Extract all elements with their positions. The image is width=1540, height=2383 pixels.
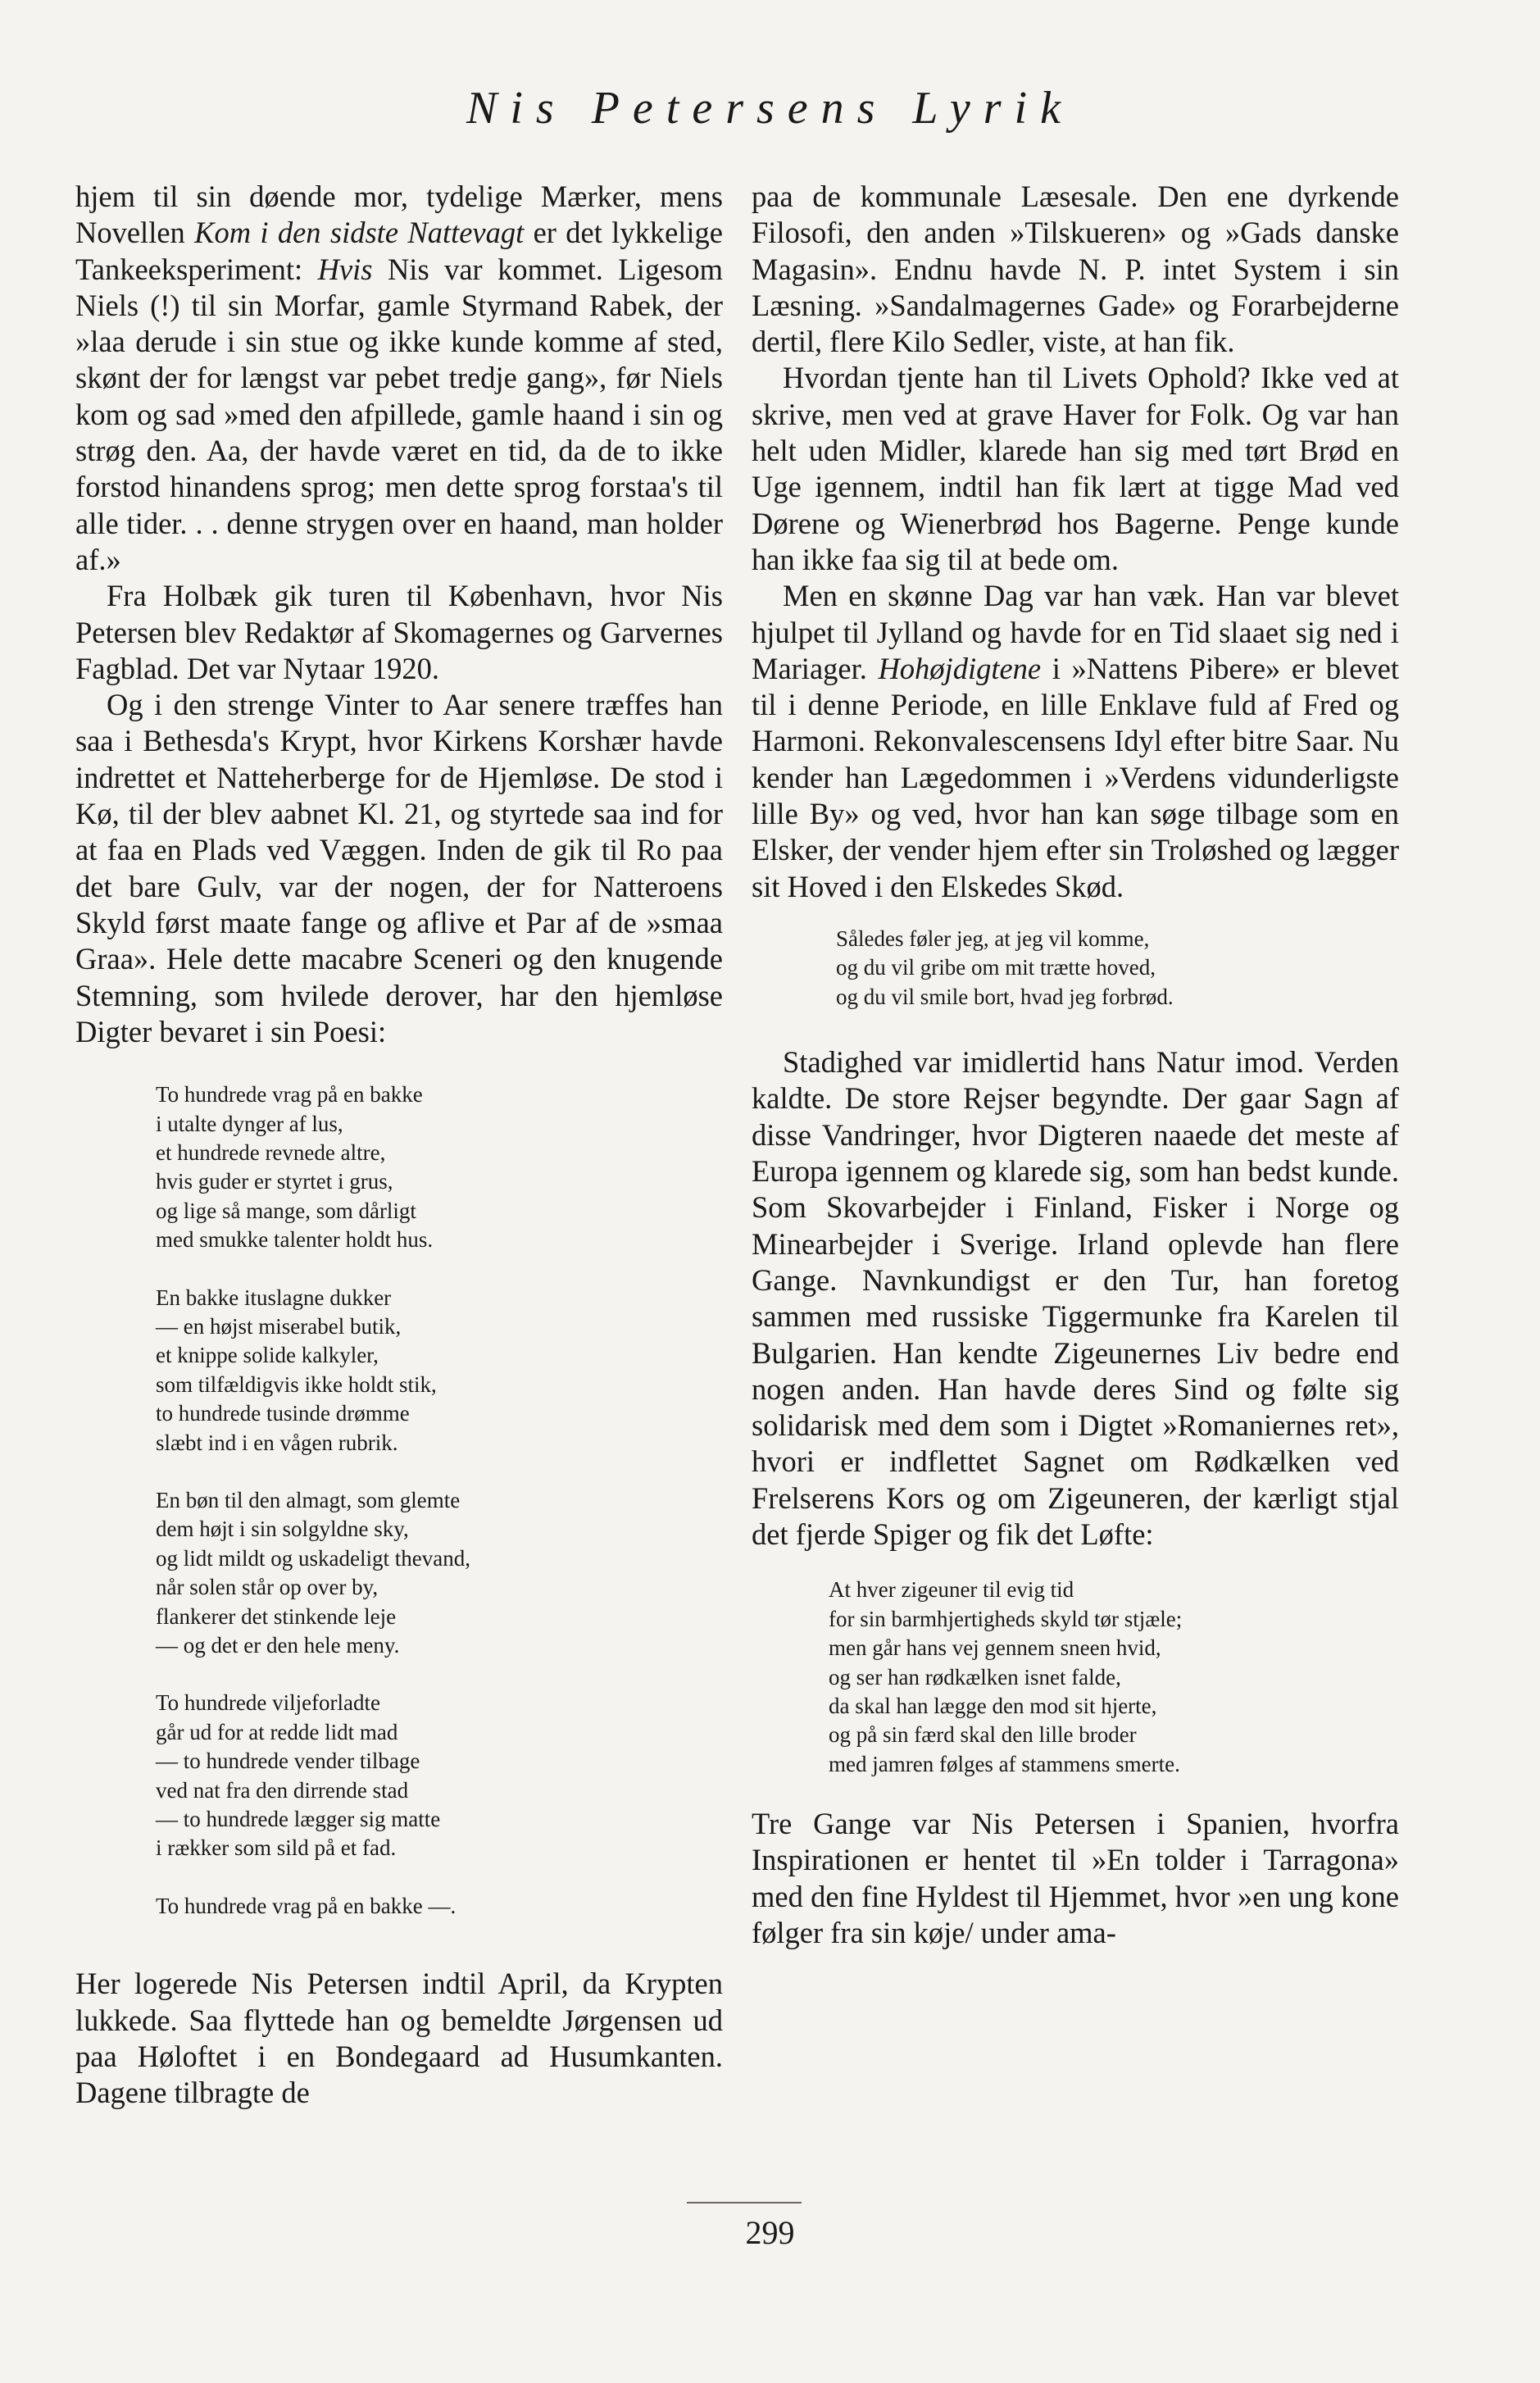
poem-line: to hundrede tusinde drømme [156,1401,410,1426]
poem-line: og du vil gribe om mit trætte hoved, [836,955,1156,980]
paragraph: Fra Holbæk gik turen til København, hvor Nis Petersen blev Redaktør af Skomagernes og Garvernes Fagblad. Det var Nytaar 1920. [75,579,723,685]
text-run: hjem til sin døende mor, tydelige Mærker, mens Novellen [75,180,723,250]
footer-rule [687,2202,802,2203]
poem-line: og ser han rødkælken isnet falde, [829,1664,1121,1689]
poem-line: og du vil smile bort, hvad jeg forbrød. [836,984,1174,1009]
text-run: i »Nattens Pibere» er blevet til i denne Periode, en lille Enklave fuld af Fred og Harmoni. Rekonvalescensens Idyl efter bitre Saar. Nu kender han Lægedommen i »Verdens vidunderligste lille By» og ved, hvor han kan søge tilbage som en Elsker, der vender hjem efter sin Troløshed og lægger sit Hoved i den Elskedes Skød. [752,651,1399,903]
italic-word: Hvis [317,252,373,286]
paragraph: Og i den strenge Vinter to Aar senere træffes han saa i Bethesda's Krypt, hvor Kirkens Korshær havde indrettet et Natteherberge for de Hjemløse. De stod i Kø, til der blev aabnet Kl. 21, og styrtede saa ind for at faa en Plads ved Væggen. Inden de gik til Ro paa det bare Gulv, var der nogen, der for Natteroens Skyld først maate fange og aflive et Par af de »smaa Graa». Hele dette macabre Sceneri og den knugende Stemning, som hvilede derover, har den hjemløse Digter bevaret i sin Poesi: [75,688,723,1048]
poem-quote-romanies [829,1576,1399,1779]
poem-line: et hundrede revnede altre, [156,1139,386,1165]
poem-line: og lige så mange, som dårligt [156,1198,416,1223]
poem-line: — og det er den hele meny. [156,1633,400,1658]
paragraph: Stadighed var imidlertid hans Natur imod. Verden kaldte. De store Rejser begyndte. Der gaar Sagn af disse Vandringer, hvor Digteren naaede det meste af Europa igennem og klarede sig, som han bedst kunde. Som Skovarbejder i Finland, Fisker i Norge og Minearbejder i Sverige. Irland oplevde han flere Gange. Navnkundigst er den Tur, han foretog sammen med russiske Tiggermunke fra Karelen til Bulgarien. Han kendte Zigeunernes Liv bedre end nogen anden. Han havde deres Sind og følte sig solidarisk med dem som i Digtet »Romaniernes ret», hvori er indflettet Sagnet om Rødkælken ved Frelserens Kors og om Zigeuneren, der kærligt stjal det fjerde Spiger og fik det Løfte: [752,1045,1399,1552]
poem-line: når solen står op over by, [156,1575,379,1600]
poem-line: som tilfældigvis ikke holdt stik, [156,1371,437,1397]
poem-line: To hundrede vrag på en bakke [156,1082,423,1107]
page-number: 299 [745,2214,795,2251]
poem-stanza [156,1284,723,1458]
right-column [752,179,1399,1951]
poem-line: To hundrede viljeforladte [156,1690,381,1716]
poem-line: med smukke talenter holdt hus. [156,1227,434,1253]
poem-line: og lidt mildt og uskadeligt thevand, [156,1545,470,1571]
poem-line: — to hundrede vender tilbage [156,1749,420,1774]
text-run: er det lykkelige Tankeeksperiment: [75,216,723,286]
running-title: Nis Petersens Lyrik [466,83,1074,134]
text-run: Men en skønne Dag var han væk. Han var blevet hjulpet til Jylland og havde for en Tid slaaet sig ned i Mariager. [752,579,1399,685]
poem-line: for sin barmhjertigheds skyld tør stjæle; [829,1606,1183,1631]
paragraph: Her logerede Nis Petersen indtil April, da Krypten lukkede. Saa flyttede han og bemeldte Jørgensen ud paa Høloftet i en Bondegaard ad Husumkanten. Dagene tilbragte de [75,1967,723,2110]
poem-line: ved nat fra den dirrende stad [156,1777,409,1803]
paragraph: paa de kommunale Læsesale. Den ene dyrkende Filosofi, den anden »Tilskueren» og »Gads danske Magasin». Endnu havde N. P. intet System i sin Læsning. »Sandalmagernes Gade» og Forarbejderne dertil, flere Kilo Sedler, viste, at han fik. [752,180,1399,359]
poem-line: et knippe solide kalkyler, [156,1343,379,1368]
poem-stanza [156,1080,723,1254]
poem-line: men går hans vej gennem sneen hvid, [829,1635,1161,1661]
poem-line: Således føler jeg, at jeg vil komme, [836,925,1150,951]
poem-line: og på sin færd skal den lille broder [829,1722,1137,1748]
text-run: Nis var kommet. Ligesom Niels (!) til sin Morfar, gamle Styrmand Rabek, der »laa derude i sin stue og ikke kunde komme af sted, skønt der for længst var pebet tredje gang», før Niels kom og sad »med den afpillede, gamle haand i sin og strøg den. Aa, der havde været en tid, da de to ikke forstod hinandens sprog; men dette sprog forstaa's til alle tider. . . denne strygen over en haand, man holder af.» [75,252,724,576]
poem-line: — to hundrede lægger sig matte [156,1807,441,1832]
poem-stanza [829,1576,1399,1779]
paragraph [752,578,1399,905]
italic-title: Hohøjdigtene [878,651,1042,685]
poem-line: går ud for at redde lidt mad [156,1719,398,1744]
poem-stanza [156,1486,723,1660]
poem-line: To hundrede vrag på en bakke —. [156,1893,457,1918]
poem-stanza [156,1892,723,1921]
poem-line: En bøn til den almagt, som glemte [156,1488,461,1512]
left-column [75,179,723,2111]
poem-line: flankerer det stinkende leje [156,1603,397,1629]
italic-title: Kom i den sidste Nattevagt [194,216,525,250]
poem-krypten [156,1080,723,1921]
poem-line: — en højst miserabel butik, [156,1313,402,1339]
poem-line: i utalte dynger af lus, [156,1111,343,1136]
poem-line: med jamren følges af stammens smerte. [829,1751,1180,1776]
poem-quote-homecoming [836,925,1399,1012]
poem-line: hvis guder er styrtet i grus, [156,1169,393,1194]
poem-line: En bakke ituslagne dukker [156,1285,392,1310]
poem-stanza [156,1689,723,1862]
poem-stanza [836,925,1399,1012]
paragraph [75,179,723,578]
poem-line: dem højt i sin solgyldne sky, [156,1517,409,1542]
poem-line: slæbt ind i en vågen rubrik. [156,1430,398,1455]
poem-line: da skal han lægge den mod sit hjerte, [829,1693,1157,1718]
paragraph: Hvordan tjente han til Livets Ophold? Ikke ved at skrive, men ved at grave Haver for Folk. Og var han helt uden Midler, klarede han sig med tørt Brød en Uge igennem, indtil han fik lært at tigge Mad ved Dørene og Wienerbrød hos Bagerne. Penge kunde han ikke faa sig til at bede om. [752,361,1399,576]
poem-line: At hver zigeuner til evig tid [829,1577,1074,1603]
poem-line: i rækker som sild på et fad. [156,1835,397,1861]
paragraph: Tre Gange var Nis Petersen i Spanien, hvorfra Inspirationen er hentet til »En tolder i Tarragona» med den fine Hyldest til Hjemmet, hvor »en ung kone følger fra sin køje/ under ama- [752,1807,1399,1950]
